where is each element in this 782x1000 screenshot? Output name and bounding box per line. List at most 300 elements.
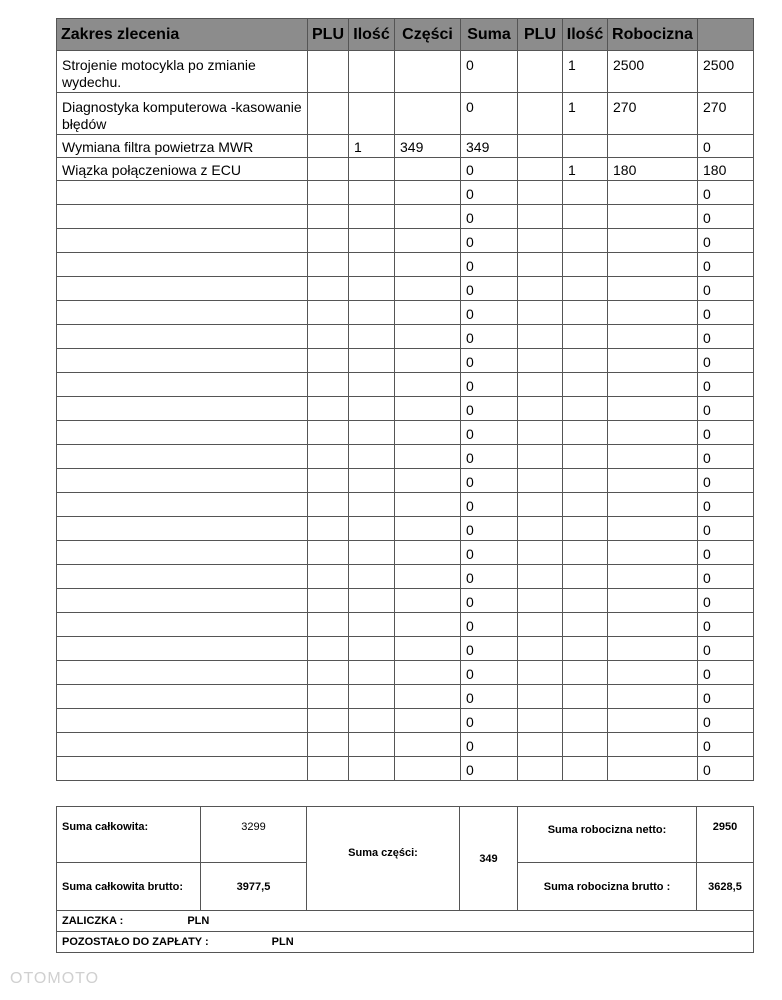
table-row	[57, 541, 754, 565]
cell-qty-labor	[563, 277, 608, 301]
cell-qty-labor	[563, 205, 608, 229]
cell-plu-parts	[308, 421, 349, 445]
table-row	[57, 469, 754, 493]
cell-plu-labor	[518, 517, 563, 541]
cell-scope	[57, 373, 308, 397]
cell-labor	[608, 253, 698, 277]
watermark-logo: OTOMOTO	[10, 970, 100, 987]
cell-qty-parts	[349, 158, 395, 181]
column-header-qty-parts: Ilość	[349, 19, 395, 51]
cell-labor	[608, 135, 698, 158]
cell-total: 0	[698, 709, 754, 733]
cell-parts	[395, 158, 461, 181]
order-table-body	[57, 51, 754, 781]
cell-total: 2500	[698, 51, 754, 93]
cell-scope	[57, 421, 308, 445]
cell-total: 0	[698, 301, 754, 325]
cell-total: 0	[698, 349, 754, 373]
cell-plu-parts	[308, 565, 349, 589]
cell-scope	[57, 589, 308, 613]
cell-scope	[57, 733, 308, 757]
cell-sum: 0	[461, 685, 518, 709]
table-row	[57, 229, 754, 253]
table-row	[57, 373, 754, 397]
cell-sum: 0	[461, 493, 518, 517]
cell-parts	[395, 757, 461, 781]
cell-plu-parts	[308, 325, 349, 349]
cell-parts	[395, 325, 461, 349]
cell-total: 0	[698, 277, 754, 301]
cell-total: 0	[698, 541, 754, 565]
cell-parts	[395, 637, 461, 661]
cell-qty-parts	[349, 301, 395, 325]
cell-parts	[395, 51, 461, 93]
table-row	[57, 733, 754, 757]
cell-labor	[608, 277, 698, 301]
cell-scope	[57, 493, 308, 517]
table-row	[57, 51, 754, 93]
column-header-plu-labor: PLU	[518, 19, 563, 51]
cell-labor	[608, 685, 698, 709]
table-row	[57, 277, 754, 301]
cell-parts	[395, 517, 461, 541]
cell-labor	[608, 613, 698, 637]
cell-scope	[57, 565, 308, 589]
cell-qty-parts	[349, 93, 395, 135]
cell-sum: 0	[461, 445, 518, 469]
cell-sum: 0	[461, 517, 518, 541]
advance-currency: PLN	[187, 915, 210, 927]
total-gross-label: Suma całkowita brutto:	[57, 863, 201, 911]
cell-plu-labor	[518, 277, 563, 301]
cell-scope	[57, 685, 308, 709]
remaining-label: POZOSTAŁO DO ZAPŁATY :	[62, 936, 209, 948]
cell-plu-parts	[308, 685, 349, 709]
cell-plu-labor	[518, 445, 563, 469]
cell-qty-labor	[563, 421, 608, 445]
column-header-plu-parts: PLU	[308, 19, 349, 51]
cell-qty-parts	[349, 469, 395, 493]
cell-plu-labor	[518, 93, 563, 135]
cell-parts	[395, 301, 461, 325]
cell-parts	[395, 733, 461, 757]
cell-total: 0	[698, 181, 754, 205]
cell-total: 0	[698, 757, 754, 781]
cell-total: 0	[698, 135, 754, 158]
table-row	[57, 757, 754, 781]
cell-scope	[57, 301, 308, 325]
cell-labor	[608, 493, 698, 517]
cell-sum: 0	[461, 757, 518, 781]
cell-total: 0	[698, 445, 754, 469]
cell-scope	[57, 445, 308, 469]
cell-total: 180	[698, 158, 754, 181]
cell-parts	[395, 589, 461, 613]
cell-plu-labor	[518, 541, 563, 565]
cell-plu-labor	[518, 589, 563, 613]
cell-total: 0	[698, 397, 754, 421]
cell-plu-parts	[308, 205, 349, 229]
cell-qty-labor	[563, 757, 608, 781]
cell-plu-labor	[518, 325, 563, 349]
cell-plu-labor	[518, 637, 563, 661]
cell-qty-parts	[349, 229, 395, 253]
table-row	[57, 397, 754, 421]
cell-plu-labor	[518, 565, 563, 589]
cell-qty-parts	[349, 421, 395, 445]
cell-parts	[395, 469, 461, 493]
cell-parts	[395, 445, 461, 469]
cell-sum: 0	[461, 158, 518, 181]
column-header-labor: Robocizna	[608, 19, 698, 51]
cell-plu-parts	[308, 301, 349, 325]
cell-scope	[57, 397, 308, 421]
cell-qty-labor	[563, 181, 608, 205]
labor-gross-label: Suma robocizna brutto :	[518, 863, 697, 911]
column-header-qty-labor: Ilość	[563, 19, 608, 51]
cell-qty-parts	[349, 685, 395, 709]
cell-plu-parts	[308, 493, 349, 517]
cell-plu-labor	[518, 613, 563, 637]
cell-qty-parts	[349, 205, 395, 229]
total-gross-value: 3977,5	[201, 863, 307, 911]
cell-sum: 0	[461, 709, 518, 733]
cell-labor	[608, 517, 698, 541]
cell-qty-labor: 1	[563, 93, 608, 135]
cell-sum: 0	[461, 277, 518, 301]
cell-plu-labor	[518, 349, 563, 373]
cell-total: 0	[698, 661, 754, 685]
cell-plu-parts	[308, 613, 349, 637]
cell-plu-labor	[518, 493, 563, 517]
cell-qty-parts	[349, 51, 395, 93]
cell-parts	[395, 277, 461, 301]
cell-qty-parts	[349, 517, 395, 541]
cell-plu-labor	[518, 685, 563, 709]
cell-plu-parts	[308, 397, 349, 421]
cell-parts: 349	[395, 135, 461, 158]
cell-qty-labor	[563, 373, 608, 397]
table-header-row	[57, 19, 754, 51]
cell-plu-parts	[308, 373, 349, 397]
table-row	[57, 205, 754, 229]
cell-scope	[57, 757, 308, 781]
cell-labor: 270	[608, 93, 698, 135]
cell-scope	[57, 277, 308, 301]
cell-scope	[57, 709, 308, 733]
cell-sum: 0	[461, 301, 518, 325]
summary-row-net	[57, 807, 754, 863]
cell-labor	[608, 565, 698, 589]
cell-plu-parts	[308, 733, 349, 757]
cell-qty-parts	[349, 277, 395, 301]
cell-labor	[608, 661, 698, 685]
cell-plu-labor	[518, 373, 563, 397]
column-header-scope: Zakres zlecenia	[57, 19, 308, 51]
cell-sum: 0	[461, 325, 518, 349]
cell-total: 270	[698, 93, 754, 135]
cell-plu-parts	[308, 349, 349, 373]
cell-qty-parts	[349, 565, 395, 589]
cell-labor	[608, 205, 698, 229]
cell-labor: 2500	[608, 51, 698, 93]
cell-labor	[608, 733, 698, 757]
cell-qty-labor	[563, 709, 608, 733]
cell-qty-labor	[563, 733, 608, 757]
cell-labor	[608, 757, 698, 781]
cell-sum: 0	[461, 469, 518, 493]
cell-qty-parts	[349, 253, 395, 277]
cell-qty-labor	[563, 541, 608, 565]
table-row	[57, 181, 754, 205]
advance-row	[57, 911, 754, 932]
cell-labor	[608, 181, 698, 205]
cell-plu-labor	[518, 709, 563, 733]
cell-total: 0	[698, 253, 754, 277]
cell-labor	[608, 325, 698, 349]
cell-plu-parts	[308, 541, 349, 565]
cell-plu-parts	[308, 93, 349, 135]
cell-plu-parts	[308, 181, 349, 205]
cell-qty-labor	[563, 565, 608, 589]
cell-plu-labor	[518, 253, 563, 277]
cell-scope	[57, 349, 308, 373]
total-value: 3299	[201, 807, 307, 863]
cell-plu-labor	[518, 757, 563, 781]
cell-qty-labor	[563, 469, 608, 493]
cell-parts	[395, 661, 461, 685]
cell-sum: 0	[461, 93, 518, 135]
cell-parts	[395, 685, 461, 709]
cell-qty-labor	[563, 445, 608, 469]
table-row	[57, 517, 754, 541]
cell-sum: 0	[461, 565, 518, 589]
cell-labor	[608, 349, 698, 373]
table-row	[57, 93, 754, 135]
cell-plu-parts	[308, 637, 349, 661]
cell-qty-labor	[563, 637, 608, 661]
table-row	[57, 158, 754, 181]
cell-plu-labor	[518, 158, 563, 181]
cell-qty-labor	[563, 661, 608, 685]
cell-scope	[57, 661, 308, 685]
cell-scope	[57, 253, 308, 277]
table-row	[57, 685, 754, 709]
cell-scope	[57, 205, 308, 229]
cell-plu-parts	[308, 277, 349, 301]
cell-labor	[608, 637, 698, 661]
cell-qty-parts	[349, 637, 395, 661]
cell-sum: 0	[461, 637, 518, 661]
cell-qty-labor	[563, 685, 608, 709]
remaining-row	[57, 932, 754, 953]
cell-parts	[395, 349, 461, 373]
cell-labor	[608, 397, 698, 421]
remaining-cell	[57, 932, 754, 953]
cell-parts	[395, 709, 461, 733]
cell-qty-labor	[563, 253, 608, 277]
table-row	[57, 661, 754, 685]
summary-table	[56, 806, 754, 953]
labor-net-value: 2950	[697, 807, 754, 863]
cell-qty-labor	[563, 493, 608, 517]
cell-total: 0	[698, 229, 754, 253]
cell-parts	[395, 541, 461, 565]
cell-parts	[395, 373, 461, 397]
column-header-parts: Części	[395, 19, 461, 51]
labor-net-label: Suma robocizna netto:	[518, 807, 697, 863]
cell-scope: Strojenie motocykla po zmianie wydechu.	[57, 51, 308, 93]
cell-sum: 0	[461, 541, 518, 565]
table-row	[57, 253, 754, 277]
cell-total: 0	[698, 685, 754, 709]
cell-qty-parts	[349, 709, 395, 733]
table-row	[57, 493, 754, 517]
cell-qty-labor	[563, 349, 608, 373]
cell-plu-labor	[518, 421, 563, 445]
cell-qty-parts	[349, 373, 395, 397]
column-header-sum: Suma	[461, 19, 518, 51]
cell-plu-parts	[308, 709, 349, 733]
cell-total: 0	[698, 613, 754, 637]
cell-plu-labor	[518, 469, 563, 493]
cell-scope	[57, 637, 308, 661]
advance-label: ZALICZKA :	[62, 915, 124, 927]
cell-labor	[608, 373, 698, 397]
cell-sum: 0	[461, 229, 518, 253]
cell-qty-labor	[563, 135, 608, 158]
cell-labor	[608, 421, 698, 445]
cell-scope: Wymiana filtra powietrza MWR	[57, 135, 308, 158]
table-row	[57, 325, 754, 349]
cell-scope: Wiązka połączeniowa z ECU	[57, 158, 308, 181]
cell-plu-labor	[518, 301, 563, 325]
cell-scope: Diagnostyka komputerowa -kasowanie błędów	[57, 93, 308, 135]
cell-qty-parts	[349, 397, 395, 421]
cell-qty-labor	[563, 229, 608, 253]
cell-plu-parts	[308, 445, 349, 469]
cell-total: 0	[698, 421, 754, 445]
cell-plu-labor	[518, 205, 563, 229]
cell-qty-labor	[563, 397, 608, 421]
parts-sum-label: Suma części:	[307, 807, 460, 911]
cell-plu-parts	[308, 589, 349, 613]
order-table	[56, 18, 754, 781]
cell-plu-parts	[308, 253, 349, 277]
cell-qty-parts	[349, 541, 395, 565]
cell-plu-labor	[518, 397, 563, 421]
table-row	[57, 445, 754, 469]
cell-total: 0	[698, 637, 754, 661]
cell-sum: 0	[461, 349, 518, 373]
cell-parts	[395, 565, 461, 589]
cell-qty-parts	[349, 733, 395, 757]
cell-qty-parts	[349, 757, 395, 781]
cell-sum: 0	[461, 253, 518, 277]
cell-plu-parts	[308, 469, 349, 493]
cell-sum: 0	[461, 613, 518, 637]
cell-qty-labor: 1	[563, 158, 608, 181]
cell-qty-parts	[349, 661, 395, 685]
cell-qty-parts	[349, 349, 395, 373]
cell-parts	[395, 253, 461, 277]
cell-qty-parts	[349, 589, 395, 613]
cell-total: 0	[698, 469, 754, 493]
cell-qty-labor	[563, 589, 608, 613]
cell-parts	[395, 493, 461, 517]
cell-plu-labor	[518, 229, 563, 253]
parts-sum-value: 349	[460, 807, 518, 911]
table-row	[57, 135, 754, 158]
cell-labor	[608, 445, 698, 469]
cell-scope	[57, 469, 308, 493]
cell-plu-parts	[308, 158, 349, 181]
cell-qty-parts	[349, 445, 395, 469]
cell-labor	[608, 589, 698, 613]
cell-qty-parts	[349, 181, 395, 205]
cell-qty-labor: 1	[563, 51, 608, 93]
cell-plu-parts	[308, 135, 349, 158]
total-label: Suma całkowita:	[57, 807, 201, 863]
cell-parts	[395, 421, 461, 445]
cell-labor	[608, 469, 698, 493]
cell-qty-labor	[563, 613, 608, 637]
cell-sum: 0	[461, 733, 518, 757]
cell-total: 0	[698, 373, 754, 397]
cell-plu-labor	[518, 51, 563, 93]
cell-qty-labor	[563, 325, 608, 349]
table-row	[57, 301, 754, 325]
cell-labor	[608, 709, 698, 733]
cell-labor	[608, 541, 698, 565]
cell-total: 0	[698, 517, 754, 541]
cell-labor	[608, 301, 698, 325]
cell-scope	[57, 613, 308, 637]
cell-total: 0	[698, 325, 754, 349]
cell-total: 0	[698, 493, 754, 517]
column-header-total	[698, 19, 754, 51]
cell-total: 0	[698, 565, 754, 589]
cell-parts	[395, 229, 461, 253]
cell-plu-labor	[518, 135, 563, 158]
cell-total: 0	[698, 205, 754, 229]
cell-qty-parts	[349, 493, 395, 517]
cell-plu-parts	[308, 51, 349, 93]
cell-scope	[57, 325, 308, 349]
advance-cell	[57, 911, 754, 932]
table-row	[57, 565, 754, 589]
cell-parts	[395, 397, 461, 421]
cell-plu-parts	[308, 517, 349, 541]
table-row	[57, 349, 754, 373]
cell-sum: 0	[461, 181, 518, 205]
table-row	[57, 613, 754, 637]
cell-sum: 0	[461, 397, 518, 421]
cell-sum: 0	[461, 51, 518, 93]
cell-scope	[57, 541, 308, 565]
cell-labor: 180	[608, 158, 698, 181]
cell-sum: 0	[461, 589, 518, 613]
cell-plu-parts	[308, 229, 349, 253]
remaining-currency: PLN	[271, 936, 294, 948]
cell-qty-parts	[349, 325, 395, 349]
table-row	[57, 637, 754, 661]
cell-parts	[395, 93, 461, 135]
cell-plu-labor	[518, 661, 563, 685]
cell-scope	[57, 181, 308, 205]
cell-labor	[608, 229, 698, 253]
cell-scope	[57, 517, 308, 541]
